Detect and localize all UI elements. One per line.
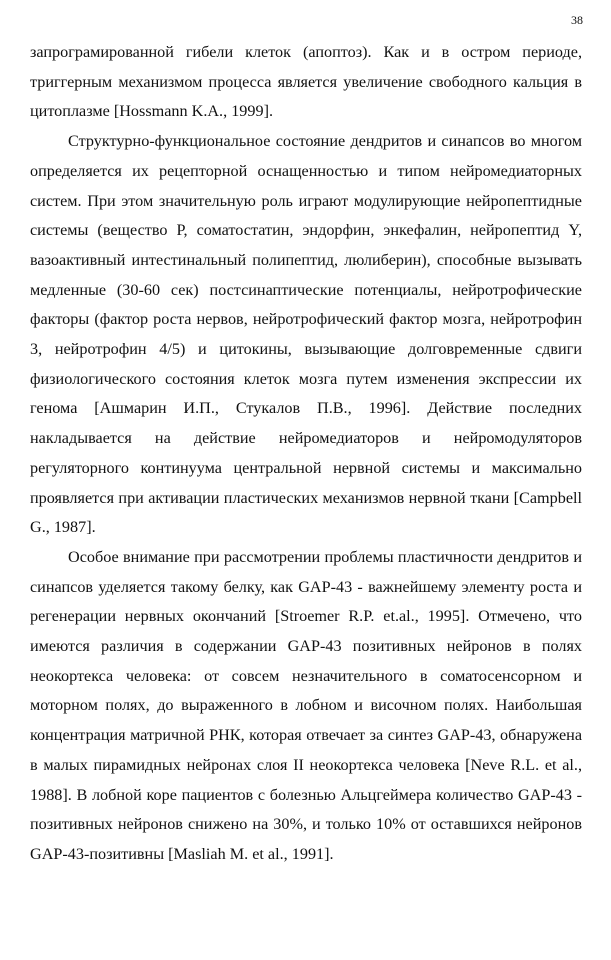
paragraph-gap43: Особое внимание при рассмотрении проблемы пластичности дендритов и синапсов уделяется такому белку, как GAP-43 - важнейшему элементу роста и регенерации нервных окончаний [Stroemer R.P. et.al., 1995]. Отмечено, что имеются различия в содержании GAP-43 позитивных нейронов в полях неокортекса человека: от совсем незначительного в соматосенсорном и моторном полях, до выраженного в лобном и височном полях. Наибольшая концентрация матричной РНК, которая отвечает за синтез GAP-43, обнаружена в малых пирамидных нейронах слоя II неокортекса человека [Neve R.L. et al., 1988]. В лобной коре пациентов с болезнью Альцгеймера количество GAP-43 - позитивных нейронов снижено на 30%, и только 10% от оставшихся нейронов GAP-43-позитивны [Masliah M. et al., 1991]. (30, 547, 582, 863)
body-text (30, 38, 582, 870)
paragraph-apoptosis: запрограмированной гибели клеток (апоптоз). Как и в остром периоде, триггерным механизмом процесса является увеличение свободного кальция в цитоплазме [Hossmann K.A., 1999]. (30, 43, 582, 121)
page-number: 38 (571, 13, 583, 27)
paragraph-dendrites-synapses: Структурно-функциональное состояние дендритов и синапсов во многом определяется их рецепторной оснащенностью и типом нейромедиаторных систем. При этом значительную роль играют модулирующие нейропептидные системы (вещество Р, соматостатин, эндорфин, энкефалин, нейропептид Y, вазоактивный интестинальный полипептид, люлиберин), способные вызывать медленные (30-60 сек) постсинаптические потенциалы, нейротрофические факторы (фактор роста нервов, нейротрофический фактор мозга, нейротрофин 3, нейротрофин 4/5) и цитокины, вызывающие долговременные сдвиги физиологического состояния клеток мозга путем изменения экспрессии их генома [Ашмарин И.П., Стукалов П.В., 1996]. Действие последних накладывается на действие нейромедиаторов и нейромодуляторов регуляторного континуума центральной нервной системы и максимально проявляется при активации пластических механизмов нервной ткани [Campbell G., 1987]. (30, 132, 582, 537)
